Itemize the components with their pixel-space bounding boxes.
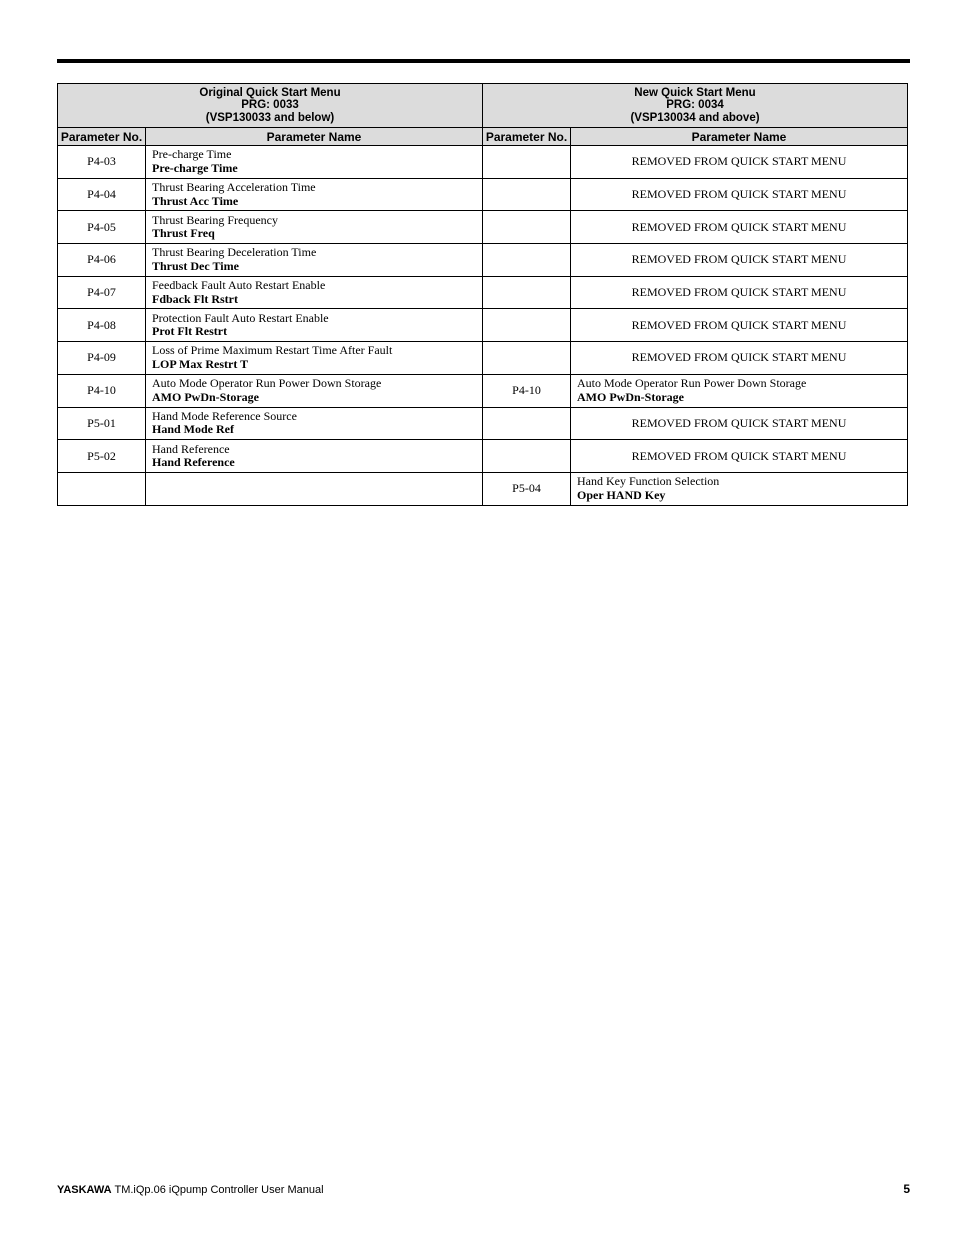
original-param-name-cell [146,211,483,244]
original-param-name-cell [146,440,483,473]
new-param-no-cell [483,211,571,244]
top-rule [57,59,910,63]
parameter-description: Loss of Prime Maximum Restart Time After Fault [152,343,393,358]
original-param-no-cell: P4-04 [58,178,146,211]
parameter-description: Thrust Bearing Acceleration Time [152,180,316,195]
page-number: 5 [903,1182,910,1196]
parameter-description: Auto Mode Operator Run Power Down Storage [152,376,382,391]
original-param-name-cell [146,472,483,505]
table-body [58,146,908,506]
removed-note-cell: REMOVED FROM QUICK START MENU [571,407,908,440]
table-row [58,178,908,211]
parameter-description: Protection Fault Auto Restart Enable [152,310,329,325]
original-menu-prg: PRG: 0033 [241,99,299,112]
table-row [58,407,908,440]
table-row [58,146,908,179]
new-menu-version: (VSP130034 and above) [630,111,760,124]
original-param-name-cell [146,374,483,407]
parameter-description: Auto Mode Operator Run Power Down Storage [577,376,807,391]
original-param-no-cell: P5-01 [58,407,146,440]
new-param-no-cell [483,244,571,277]
parameter-display-name: Pre-charge Time [152,160,238,175]
table-row [58,309,908,342]
new-param-no-cell [483,276,571,309]
original-param-no-cell: P5-02 [58,440,146,473]
parameter-display-name: Fdback Flt Rstrt [152,291,238,306]
removed-note-cell: REMOVED FROM QUICK START MENU [571,146,908,179]
new-param-no-cell [483,342,571,375]
table-row [58,374,908,407]
original-menu-title: Original Quick Start Menu [199,86,341,99]
new-menu-prg: PRG: 0034 [666,99,724,112]
parameter-description: Hand Key Function Selection [577,474,720,489]
col-header-param-no: Parameter No. [483,128,571,146]
parameter-display-name: AMO PwDn-Storage [152,389,259,404]
new-param-no-cell [483,407,571,440]
new-param-name-cell [571,472,908,505]
table-row [58,342,908,375]
col-header-param-name: Parameter Name [571,128,908,146]
original-param-no-cell: P4-03 [58,146,146,179]
parameter-display-name: Oper HAND Key [577,487,666,502]
removed-note-cell: REMOVED FROM QUICK START MENU [571,342,908,375]
original-param-name-cell [146,178,483,211]
removed-note-cell: REMOVED FROM QUICK START MENU [571,178,908,211]
new-menu-title: New Quick Start Menu [634,86,756,99]
parameter-display-name: Prot Flt Restrt [152,324,228,339]
new-menu-header [483,84,908,128]
parameter-description: Hand Mode Reference Source [152,408,297,423]
column-header-row [58,128,908,146]
original-menu-version: (VSP130033 and below) [205,111,335,124]
new-param-no-cell [483,146,571,179]
original-param-no-cell: P4-06 [58,244,146,277]
original-param-name-cell [146,276,483,309]
removed-note-cell: REMOVED FROM QUICK START MENU [571,440,908,473]
parameter-display-name: Thrust Acc Time [152,193,239,208]
footer-title: TM.iQp.06 iQpump Controller User Manual [114,1184,324,1196]
new-param-no-cell [483,178,571,211]
original-param-no-cell: P4-08 [58,309,146,342]
original-param-name-cell [146,146,483,179]
quick-start-comparison-table [57,83,908,506]
original-menu-header [58,84,483,128]
table-row [58,440,908,473]
removed-note-cell: REMOVED FROM QUICK START MENU [571,309,908,342]
original-param-name-cell [146,407,483,440]
new-param-no-cell: P4-10 [483,374,571,407]
original-param-name-cell [146,342,483,375]
new-param-name-cell [571,374,908,407]
table-row [58,276,908,309]
original-param-no-cell: P4-09 [58,342,146,375]
table-row [58,472,908,505]
original-param-no-cell: P4-10 [58,374,146,407]
original-param-name-cell [146,244,483,277]
new-param-no-cell: P5-04 [483,472,571,505]
parameter-display-name: Thrust Dec Time [152,258,239,273]
parameter-description: Thrust Bearing Frequency [152,212,278,227]
col-header-param-no: Parameter No. [58,128,146,146]
original-param-no-cell [58,472,146,505]
col-header-param-name: Parameter Name [146,128,483,146]
parameter-display-name: Hand Reference [152,455,235,470]
original-param-no-cell: P4-07 [58,276,146,309]
parameter-display-name: AMO PwDn-Storage [577,389,684,404]
removed-note-cell: REMOVED FROM QUICK START MENU [571,211,908,244]
removed-note-cell: REMOVED FROM QUICK START MENU [571,244,908,277]
parameter-description: Hand Reference [152,441,230,456]
parameter-description: Thrust Bearing Deceleration Time [152,245,317,260]
parameter-description: Feedback Fault Auto Restart Enable [152,278,326,293]
new-param-no-cell [483,309,571,342]
parameter-display-name: Thrust Freq [152,226,215,241]
table-row [58,244,908,277]
footer-manual-title [57,1184,324,1196]
parameter-description: Pre-charge Time [152,147,232,162]
footer-brand: YASKAWA [57,1184,112,1196]
new-param-no-cell [483,440,571,473]
parameter-display-name: LOP Max Restrt T [152,356,249,371]
removed-note-cell: REMOVED FROM QUICK START MENU [571,276,908,309]
original-param-name-cell [146,309,483,342]
group-header-row [58,84,908,128]
table-row [58,211,908,244]
parameter-display-name: Hand Mode Ref [152,422,234,437]
original-param-no-cell: P4-05 [58,211,146,244]
